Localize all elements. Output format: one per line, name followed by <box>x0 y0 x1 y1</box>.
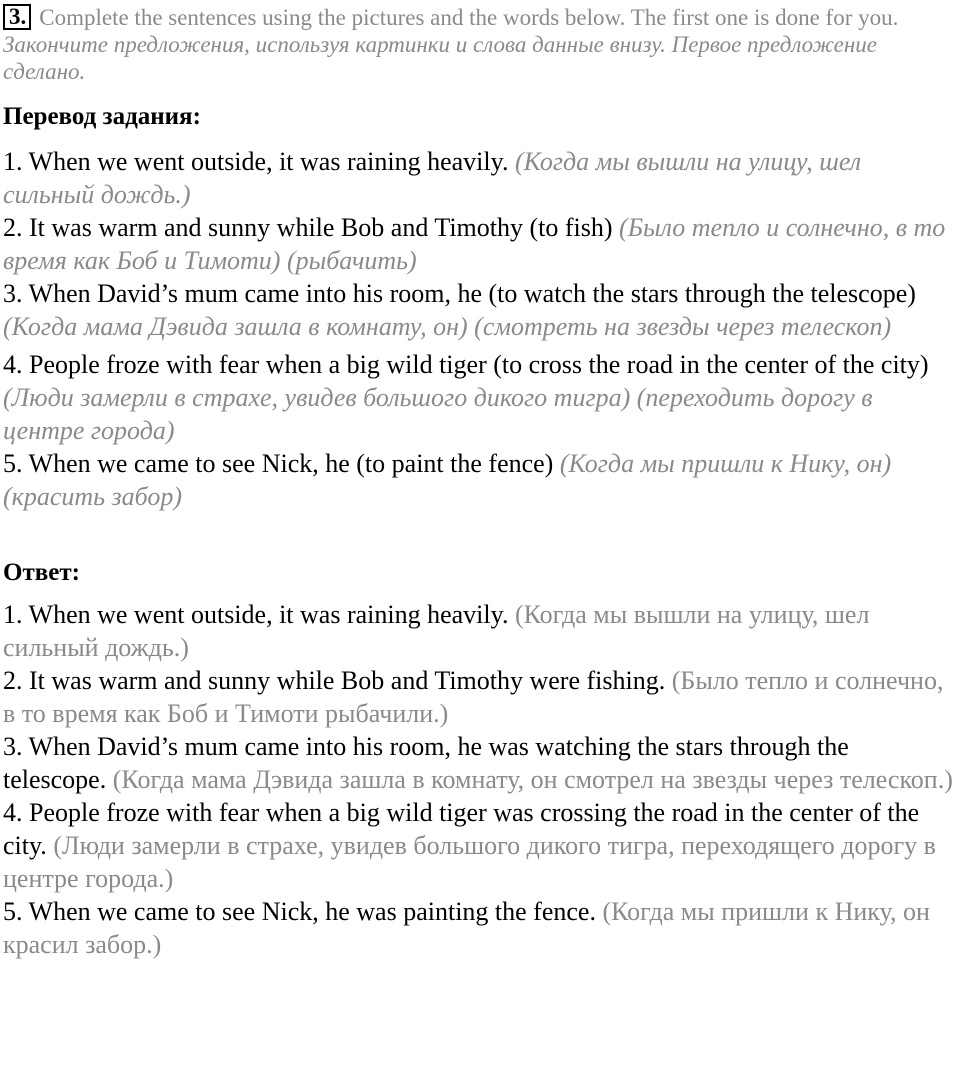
translation-list <box>3 145 955 513</box>
list-item <box>3 664 955 730</box>
answer-en: 3. When David’s mum came into his room, he was watching the stars through the telescope. <box>3 732 849 794</box>
sentence-en: 1. When we went outside, it was raining heavily. <box>3 147 509 176</box>
list-item <box>3 211 955 277</box>
list-item <box>3 145 955 211</box>
answer-en: 2. It was warm and sunny while Bob and Timothy were fishing. <box>3 666 666 695</box>
sentence-en: 5. When we came to see Nick, he (to paint the fence) <box>3 449 554 478</box>
list-item <box>3 348 955 447</box>
answer-list <box>3 598 955 961</box>
sentence-ru: (Люди замерли в страхе, увидев большого дикого тигра) (переходить дорогу в центре города) <box>3 383 873 445</box>
task-instruction-en-text: Complete the sentences using the pictures and the words below. The first one is done for you. <box>39 5 899 30</box>
answer-en: 1. When we went outside, it was raining heavily. <box>3 600 509 629</box>
answer-ru: (Люди замерли в страхе, увидев большого дикого тигра, переходящего дорогу в центре города.) <box>3 831 936 893</box>
list-item <box>3 447 955 513</box>
sentence-en: 4. People froze with fear when a big wild tiger (to cross the road in the center of the city) <box>3 350 929 379</box>
answer-ru: (Когда мама Дэвида зашла в комнату, он смотрел на звезды через телескоп.) <box>112 765 953 794</box>
translation-section-title: Перевод задания: <box>3 103 201 130</box>
sentence-ru: (Когда мы пришли к Нику, он) (красить забор) <box>3 449 892 511</box>
list-item <box>3 895 955 961</box>
list-item <box>3 730 955 796</box>
answer-ru: (Когда мы пришли к Нику, он красил забор.) <box>3 897 930 959</box>
task-instruction-ru: Закончите предложения, используя картинки и слова данные внизу. Первое предложение сделано. <box>3 32 877 84</box>
list-item <box>3 796 955 895</box>
sentence-en: 2. It was warm and sunny while Bob and Timothy (to fish) <box>3 213 613 242</box>
exercise-page <box>3 4 955 961</box>
answer-ru: (Было тепло и солнечно, в то время как Боб и Тимоти рыбачили.) <box>3 666 944 728</box>
answer-en: 5. When we came to see Nick, he was painting the fence. <box>3 897 596 926</box>
list-item <box>3 598 955 664</box>
answer-section-title: Ответ: <box>3 559 80 586</box>
sentence-ru: (Было тепло и солнечно, в то время как Боб и Тимоти) (рыбачить) <box>3 213 946 275</box>
sentence-ru: (Когда мы вышли на улицу, шел сильный дождь.) <box>3 147 862 209</box>
answer-en: 4. People froze with fear when a big wild tiger was crossing the road in the center of the city. <box>3 798 920 860</box>
task-instruction-en <box>3 4 955 31</box>
sentence-ru: (Когда мама Дэвида зашла в комнату, он) (смотреть на звезды через телескоп) <box>3 312 892 341</box>
task-number-box: 3. <box>3 4 31 30</box>
list-item <box>3 277 955 343</box>
answer-ru: (Когда мы вышли на улицу, шел сильный дождь.) <box>3 600 870 662</box>
sentence-en: 3. When David’s mum came into his room, he (to watch the stars through the telescope) <box>3 279 916 308</box>
